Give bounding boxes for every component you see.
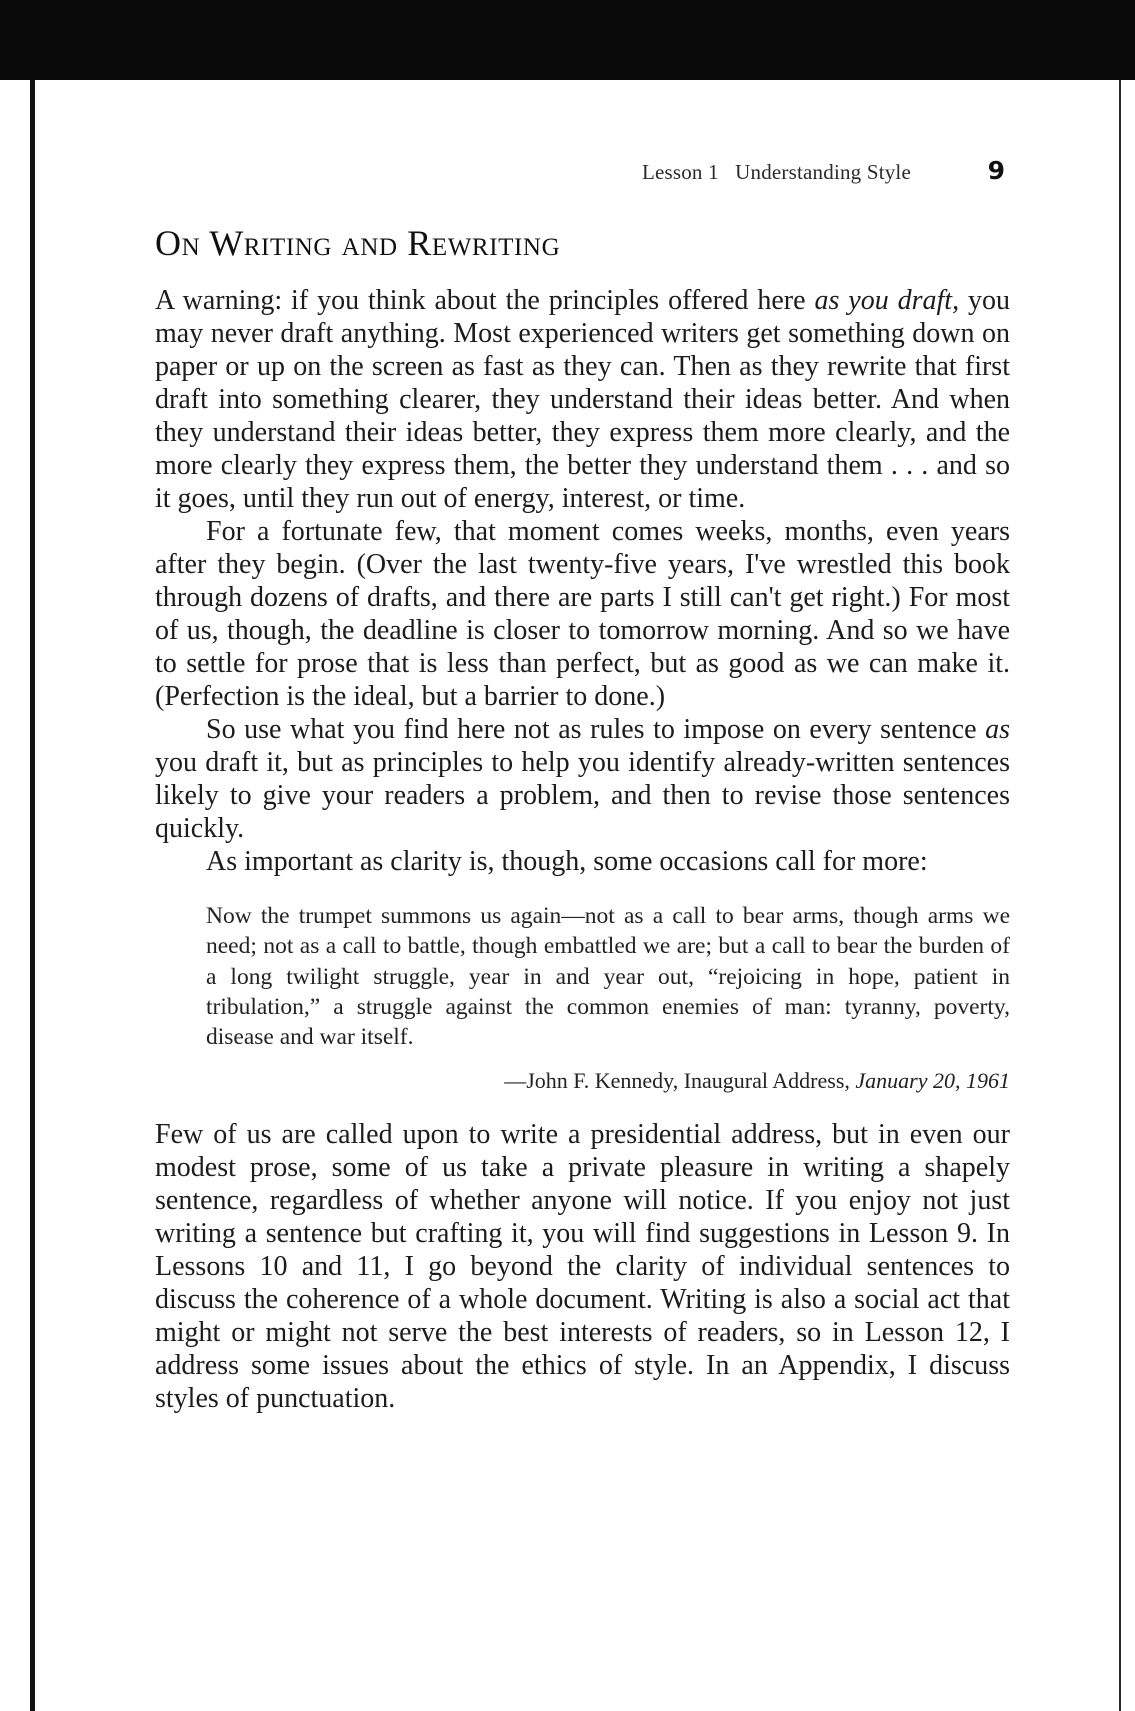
paragraph-1-italic: as you draft, [814,285,960,316]
running-head [155,156,1010,190]
scan-left-edge [30,80,35,1711]
paragraph-3-text-c: you draft it, but as principles to help you identify already-written sentences likely to give your readers a problem, and then to revise those sentences quickly. [155,747,1010,844]
paragraph-1-text-a: A warning: if you think about the principles offered here [155,285,815,316]
paragraph-1 [155,284,1010,515]
paragraph-3-text-a: So use what you find here not as rules to impose on every sentence [206,714,986,745]
quote-attribution-date: January 20, 1961 [855,1068,1010,1094]
paragraph-2: For a fortunate few, that moment comes weeks, months, even years after they begin. (Over the last twenty-five years, I've wrestled this book through dozens of drafts, and there are parts I still can't get right.) For most of us, though, the deadline is closer to tomorrow morning. And so we have to settle for prose that is less than perfect, but as good as we can make it. (Perfection is the ideal, but a barrier to done.) [155,516,1010,712]
scan-top-border [0,0,1135,80]
quote-attribution-author: —John F. Kennedy, Inaugural Address, [504,1068,856,1094]
paragraph-3 [155,713,1010,845]
paragraph-4: As important as clarity is, though, some occasions call for more: [206,846,928,877]
closing-paragraph: Few of us are called upon to write a presidential address, but in even our modest prose, some of us take a private pleasure in writing a shapely sentence, regardless of whether anyone will notice. If you enjoy not just writing a sentence but crafting it, you will find suggestions in Lesson 9. In Lessons 10 and 11, I go beyond the clarity of individual sentences to discuss the coherence of a whole document. Writing is also a social act that might or might not serve the best interests of readers, so in Lesson 12, I address some issues about the ethics of style. In an Appendix, I discuss styles of punctuation. [155,1119,1010,1415]
running-head-title: Lesson 1 Understanding Style [641,160,911,184]
scan-right-edge [1119,80,1121,1711]
block-quote: Now the trumpet summons us again—not as a call to bear arms, though arms we need; not as a call to battle, though embattled we are; but a call to bear the burden of a long twilight struggle, year in and year out, “rejoicing in hope, patient in tribulation,” a struggle against the common enemies of man: tyranny, poverty, disease and war itself. [206,903,1010,1051]
body-text [155,284,1010,1415]
quote-attribution [155,1066,1010,1096]
page-number: 9 [987,156,1005,185]
paragraph-1-text-c: you may never draft anything. Most experienced writers get something down on paper or up on the screen as fast as they can. Then as they rewrite that first draft into something clearer, they understand their ideas better. And when they understand their ideas better, they express them more clearly, and the more clearly they express them, the better they understand them . . . and so it goes, until they run out of energy, interest, or time. [155,285,1011,514]
section-title: On Writing and Rewriting [155,223,561,263]
paragraph-3-italic: as [985,714,1010,745]
